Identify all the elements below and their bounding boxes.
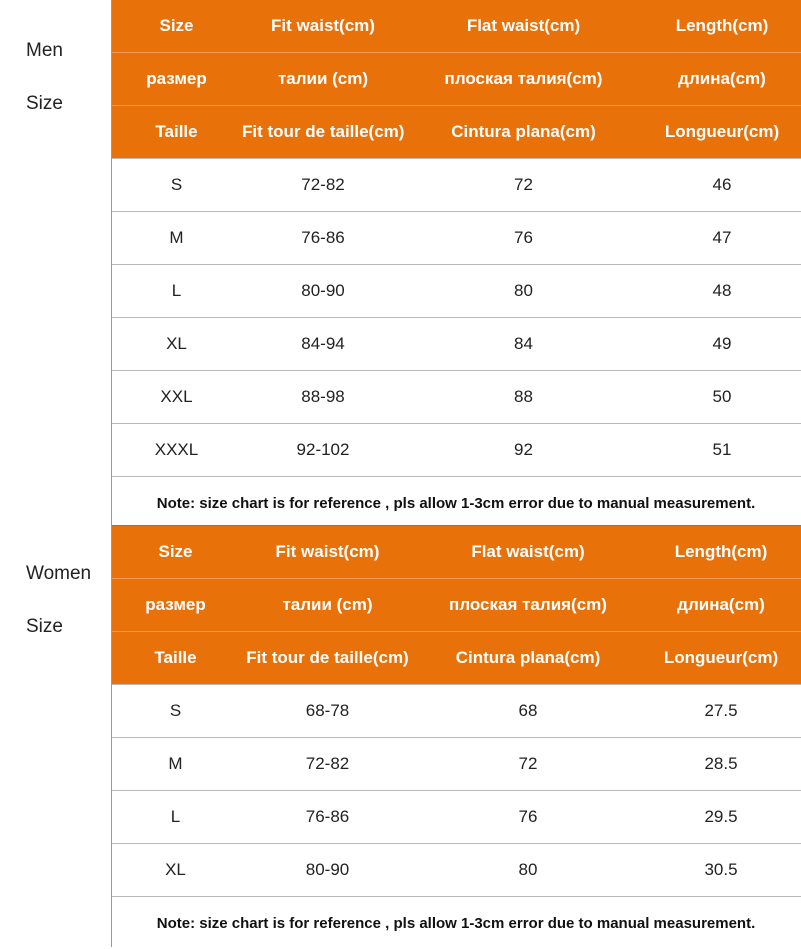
header-cell: Longueur(cm) (643, 106, 801, 159)
flat-waist-cell: 80 (404, 265, 643, 318)
table-row (111, 318, 801, 371)
men-header-row-russian (111, 53, 801, 106)
fit-waist-cell: 84-94 (242, 318, 404, 371)
fit-waist-cell: 88-98 (242, 371, 404, 424)
table-row (111, 685, 801, 738)
flat-waist-cell: 88 (404, 371, 643, 424)
header-cell: Size (111, 0, 242, 53)
length-cell: 51 (643, 424, 801, 477)
women-size-table (111, 526, 801, 949)
header-cell: Fit waist(cm) (242, 0, 404, 53)
header-cell: Fit waist(cm) (240, 526, 415, 579)
header-cell: Taille (111, 106, 242, 159)
flat-waist-cell: 68 (415, 685, 641, 738)
women-header-row-english (111, 526, 801, 579)
size-cell: XL (111, 844, 240, 897)
header-cell: Flat waist(cm) (404, 0, 643, 53)
fit-waist-cell: 92-102 (242, 424, 404, 477)
size-cell: S (111, 159, 242, 212)
length-cell: 46 (643, 159, 801, 212)
table-row (111, 371, 801, 424)
header-cell: Fit tour de taille(cm) (242, 106, 404, 159)
length-cell: 47 (643, 212, 801, 265)
header-cell: плоская талия(cm) (415, 579, 641, 632)
header-cell: Size (111, 526, 240, 579)
length-cell: 29.5 (641, 791, 801, 844)
women-size-label: Size (26, 616, 63, 638)
men-size-table (111, 0, 801, 529)
men-size-label: Size (26, 93, 63, 115)
length-cell: 50 (643, 371, 801, 424)
header-cell: размер (111, 579, 240, 632)
table-row (111, 424, 801, 477)
flat-waist-cell: 80 (415, 844, 641, 897)
table-row (111, 159, 801, 212)
length-cell: 30.5 (641, 844, 801, 897)
header-cell: талии (cm) (240, 579, 415, 632)
men-header-row-french (111, 106, 801, 159)
women-note: Note: size chart is for reference , pls allow 1-3cm error due to manual measurement. (111, 897, 801, 949)
header-cell: талии (cm) (242, 53, 404, 106)
size-cell: S (111, 685, 240, 738)
flat-waist-cell: 72 (404, 159, 643, 212)
table-row (111, 738, 801, 791)
header-cell: Flat waist(cm) (415, 526, 641, 579)
size-cell: XXXL (111, 424, 242, 477)
header-cell: плоская талия(cm) (404, 53, 643, 106)
fit-waist-cell: 72-82 (242, 159, 404, 212)
header-cell: Cintura plana(cm) (404, 106, 643, 159)
size-cell: L (111, 791, 240, 844)
women-header-row-french (111, 632, 801, 685)
header-cell: Cintura plana(cm) (415, 632, 641, 685)
header-cell: длина(cm) (643, 53, 801, 106)
length-cell: 48 (643, 265, 801, 318)
fit-waist-cell: 80-90 (240, 844, 415, 897)
size-cell: L (111, 265, 242, 318)
fit-waist-cell: 76-86 (242, 212, 404, 265)
men-note-row (111, 477, 801, 530)
flat-waist-cell: 76 (404, 212, 643, 265)
header-cell: Taille (111, 632, 240, 685)
size-cell: XL (111, 318, 242, 371)
fit-waist-cell: 72-82 (240, 738, 415, 791)
men-note: Note: size chart is for reference , pls allow 1-3cm error due to manual measurement. (111, 477, 801, 530)
flat-waist-cell: 76 (415, 791, 641, 844)
women-note-row (111, 897, 801, 949)
women-header-row-russian (111, 579, 801, 632)
women-label: Women (26, 563, 91, 585)
table-row (111, 265, 801, 318)
header-cell: Longueur(cm) (641, 632, 801, 685)
men-header-row-english (111, 0, 801, 53)
fit-waist-cell: 80-90 (242, 265, 404, 318)
table-row (111, 212, 801, 265)
header-cell: длина(cm) (641, 579, 801, 632)
header-cell: размер (111, 53, 242, 106)
fit-waist-cell: 68-78 (240, 685, 415, 738)
table-row (111, 791, 801, 844)
size-cell: M (111, 212, 242, 265)
length-cell: 27.5 (641, 685, 801, 738)
header-cell: Length(cm) (643, 0, 801, 53)
length-cell: 49 (643, 318, 801, 371)
header-cell: Fit tour de taille(cm) (240, 632, 415, 685)
flat-waist-cell: 72 (415, 738, 641, 791)
flat-waist-cell: 92 (404, 424, 643, 477)
size-cell: M (111, 738, 240, 791)
length-cell: 28.5 (641, 738, 801, 791)
flat-waist-cell: 84 (404, 318, 643, 371)
men-label: Men (26, 40, 63, 62)
table-left-border (111, 0, 112, 947)
header-cell: Length(cm) (641, 526, 801, 579)
fit-waist-cell: 76-86 (240, 791, 415, 844)
size-cell: XXL (111, 371, 242, 424)
table-row (111, 844, 801, 897)
